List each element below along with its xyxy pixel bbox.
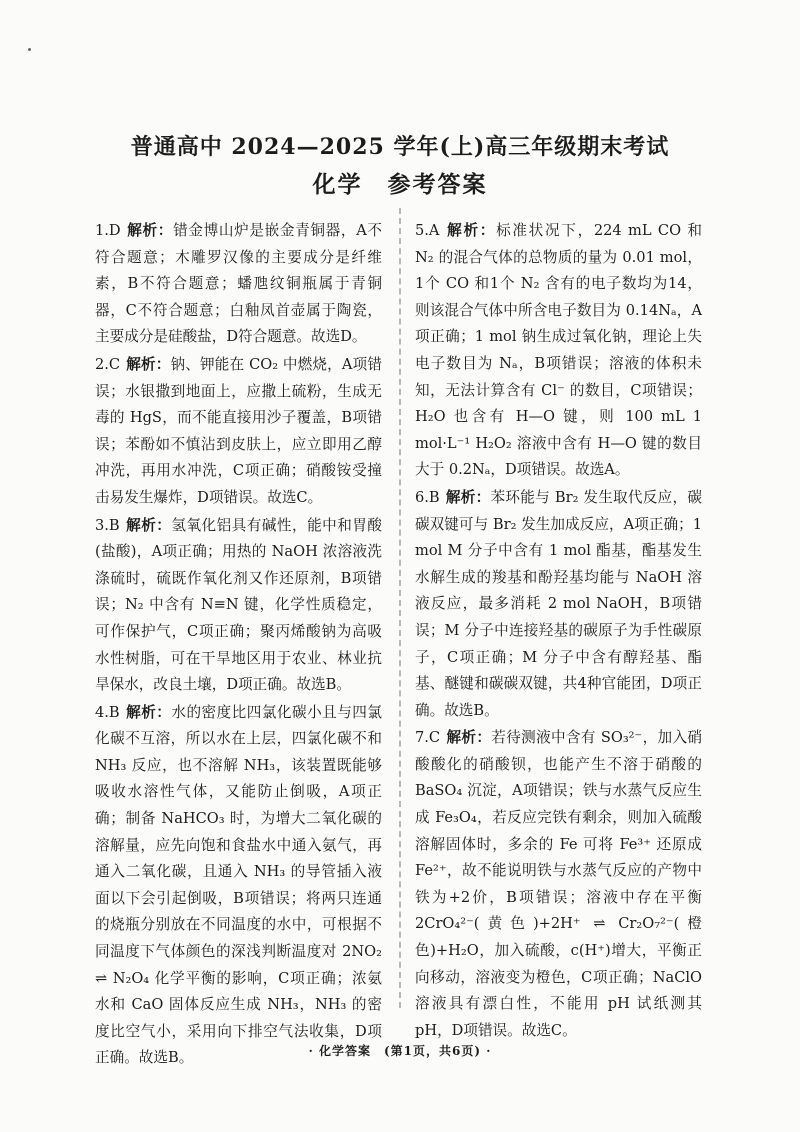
answer-text: 错金博山炉是嵌金青铜器，A不符合题意；木雕罗汉像的主要成分是纤维素，B不符合题意；蟠虺纹铜瓶属于青铜器，C不符合题意；白釉凤首壶属于陶瓷，主要成分是硅酸盐，D符合题意。故选D。 [95, 222, 382, 346]
page-subtitle: 化学 参考答案 [312, 171, 488, 198]
answer-text: 氢氧化铝具有碱性，能中和胃酸(盐酸)，A项正确；用热的 NaOH 浓溶液洗涤硫时，硫既作氧化剂又作还原剂，B项错误；N₂ 中含有 N≡N 键，化学性质稳定，可作保护气，C项正确；聚丙烯酸钠为高吸水性树脂，可在干旱地区用于农业、林业抗旱保水，改良土壤，D项正确。故选B。 [95, 516, 382, 694]
answer-text: 水的密度比四氯化碳小且与四氯化碳不互溶，所以水在上层，四氯化碳不和 NH₃ 反应，也不溶解 NH₃，该装置既能够吸收水溶性气体，又能防止倒吸，A项正确；制备 NaHCO₃ 时，为增大二氧化碳的溶解量，应先向饱和食盐水中通入氨气，再通入二氧化碳，且通入 NH₃ 的导管插入液面以下会引起倒吸，B项错误；将两只连通的烧瓶分别放在不同温度的水中，可根据不同温度下气体颜色的深浅判断温度对 2NO₂ ⇌ N₂O₄ 化学平衡的影响，C项正确；浓氨水和 CaO 固体反应生成 NH₃，NH₃ 的密度比空气小，采用向下排空气法收集，D项正确。故选B。 [95, 703, 382, 1067]
answer-item-3 [95, 513, 382, 699]
answer-text: 标准状况下，224 mL CO 和 N₂ 的混合气体的总物质的量为 0.01 mol，1个 CO 和1个 N₂ 含有的电子数均为14，则该混合气体中所含电子数目为 0.14Nₐ，A项正确；1 mol 钠生成过氧化钠，理论上失电子数目为 Nₐ，B项错误；溶液的体积未知，无法计算含有 Cl⁻ 的数目，C项错误；H₂O 也含有 H—O 键，则 100 mL 1 mol·L⁻¹ H₂O₂ 溶液中含有 H—O 键的数目大于 0.2Nₐ，D项错误。故选A。 [415, 222, 702, 479]
answer-item-5 [415, 218, 702, 484]
answer-item-1 [95, 218, 382, 351]
page-footer: · 化学答案 (第1页，共6页) · [308, 1044, 492, 1058]
analysis-label: 解析： [125, 516, 172, 534]
answer-item-2 [95, 352, 382, 512]
answer-number: 7.C [415, 729, 441, 747]
answer-number: 4.B [95, 703, 120, 721]
answer-item-7 [415, 725, 702, 1044]
answer-item-4 [95, 700, 382, 1072]
answer-number: 6.B [415, 488, 440, 506]
answer-number: 2.C [95, 355, 121, 373]
answer-text: 苯环能与 Br₂ 发生取代反应，碳碳双键可与 Br₂ 发生加成反应，A项正确；1 mol M 分子中含有 1 mol 酯基，酯基发生水解生成的羧基和酚羟基均能与 NaOH 溶液反应，最多消耗 2 mol NaOH，B项错误；M 分子中连接羟基的碳原子为手性碳原子，C项正确；M 分子中含有醇羟基、酯基、醚键和碳碳双键，共4种官能团，D项正确。故选B。 [415, 488, 702, 719]
analysis-label: 解析： [445, 222, 497, 239]
analysis-label: 解析： [446, 729, 492, 747]
analysis-label: 解析： [445, 488, 491, 506]
analysis-label: 解析： [126, 222, 174, 239]
answer-text: 若待测液中含有 SO₃²⁻，加入硝酸酸化的硝酸钡，也能产生不溶于硝酸的 BaSO₄ 沉淀，A项错误；铁与水蒸气反应生成 Fe₃O₄，若反应完铁有剩余，则加入硫酸溶解固体时，多余的 Fe 可将 Fe³⁺ 还原成 Fe²⁺，故不能说明铁与水蒸气反应的产物中铁为+2价，B项错误；溶液中存在平衡 2CrO₄²⁻(黄色)+2H⁺ ⇌ Cr₂O₇²⁻(橙色)+H₂O，加入硫酸，c(H⁺)增大，平衡正向移动，溶液变为橙色，C项正确；NaClO 溶液具有漂白性，不能用 pH 试纸测其 pH，D项错误。故选C。 [415, 729, 702, 1039]
analysis-label: 解析： [125, 703, 172, 721]
answer-number: 3.B [95, 516, 120, 534]
answer-number: 5.A [415, 222, 440, 239]
page-title: 普通高中 2024—2025 学年(上)高三年级期末考试 [130, 134, 670, 160]
left-column [95, 218, 382, 1072]
analysis-label: 解析： [126, 355, 171, 373]
right-column [415, 218, 702, 1044]
answer-item-6 [415, 485, 702, 724]
answer-number: 1.D [95, 222, 121, 239]
answer-text: 钠、钾能在 CO₂ 中燃烧，A项错误；水银撒到地面上，应撒上硫粉，生成无毒的 HgS，而不能直接用沙子覆盖，B项错误；苯酚如不慎沾到皮肤上，应立即用乙醇冲洗，再用水冲洗，C项正确；硝酸铵受撞击易发生爆炸，D项错误。故选C。 [95, 355, 382, 506]
scan-speck [28, 48, 31, 51]
column-divider [399, 208, 401, 1008]
